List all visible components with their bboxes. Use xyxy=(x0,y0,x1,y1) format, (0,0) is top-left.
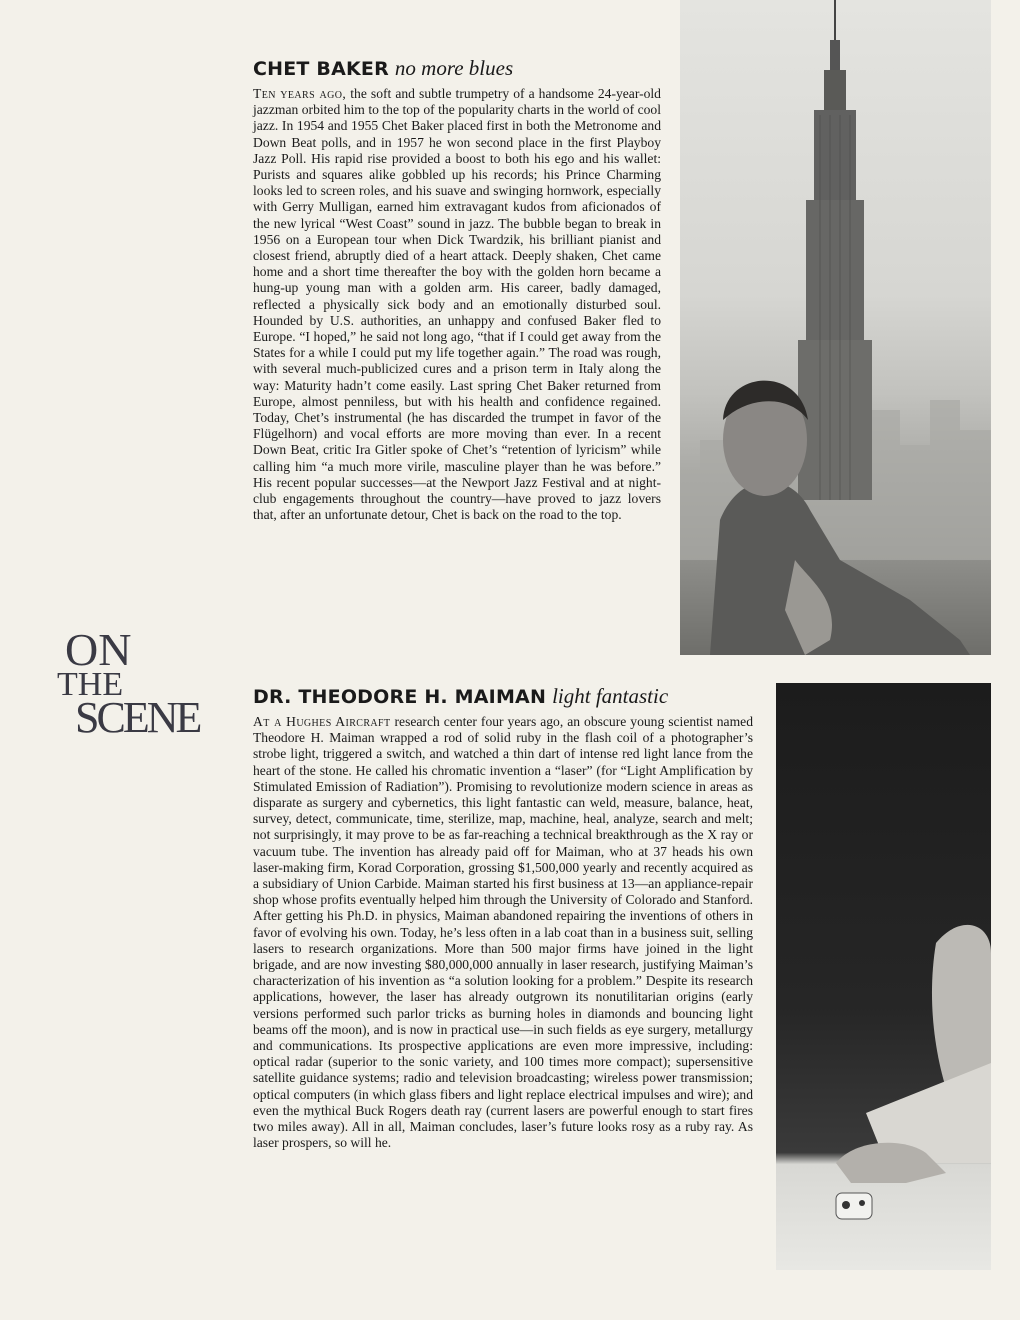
logo-line-on: ON xyxy=(65,624,132,675)
article-body-chet-baker xyxy=(253,86,661,523)
article-text: the soft and subtle trumpetry of a handsome 24-year-old jazzman orbited him to the top of the popularity charts in the world of cool jazz. In 1954 and 1955 Chet Baker placed first in both the Metronome and Down Beat polls, and in 1957 he won second place in the first Playboy Jazz Poll. His rapid rise provided a boost to both his ego and his wallet: Purists and squares alike gobbled up his records; his Prince Charming looks led to screen roles, and his suave and swinging hornwork, especially with Gerry Mulligan, earned him extravagant kudos from aficionados of the new lyrical “West Coast” sound in jazz. The bubble began to break in 1956 on a European tour when Dick Twardzik, his brilliant pianist and closest friend, abruptly died of a heart attack. Deeply shaken, Chet came home and a short time thereafter the boy with the golden horn became a hung-up young man with a golden arm. His career, badly damaged, reflected a physically sick body and an emotionally disturbed soul. Hounded by U.S. authorities, an unhappy and confused Baker fled to Europe. “I hoped,” he said not long ago, “that if I could get away from the States for a while I could put my life together again.” The road was rough, with several much-publicized cures and a prison term in Italy along the way: Maturity hadn’t come easily. Last spring Chet Baker returned from Europe, almost penniless, but with his health and confidence regained. Today, Chet’s instrumental (he has discarded the trumpet in favor of the Flügelhorn) and vocal efforts are more moving than ever. In a recent Down Beat, critic Ira Gitler spoke of Chet’s “retention of lyricism” while calling him “a much more virile, masculine player than he was before.” His recent popular successes—at the Newport Jazz Festival and at night-club engagements throughout the country—have proved to jazz lovers that, after an unfortunate detour, Chet is back on the road to the top. xyxy=(253,86,661,523)
chet-baker-photo xyxy=(680,0,991,655)
article-headline-maiman xyxy=(253,683,668,710)
logo-line-the: THE xyxy=(57,666,124,703)
article-lead-in: Ten years ago, xyxy=(253,86,347,101)
logo-line-scene: SCENE xyxy=(75,693,200,740)
theodore-maiman-photo xyxy=(776,683,991,1270)
article-lead-in: At a Hughes Aircraft xyxy=(253,714,391,729)
chet-baker-photo-illustration xyxy=(680,0,991,655)
theodore-maiman-photo-illustration xyxy=(776,683,991,1270)
article-body-maiman xyxy=(253,714,753,1151)
article-headline-chet-baker xyxy=(253,55,513,82)
article-tagline: light fantastic xyxy=(552,684,669,708)
on-the-scene-logo xyxy=(55,610,240,740)
article-tagline: no more blues xyxy=(394,56,514,80)
article-name: CHET BAKER xyxy=(253,58,389,80)
article-text: research center four years ago, an obscure young scientist named Theodore H. Maiman wrapped a rod of solid ruby in the flash coil of a photographer’s strobe light, triggered a switch, and watched a thin dart of intense red light lance from the heart of the stone. He called his chromatic invention a “laser” (for “Light Amplification by Stimulated Emission of Radiation”). Promising to revolutionize modern science in areas as disparate as surgery and cybernetics, this light fantastic can weld, measure, balance, heat, survey, detect, communicate, time, sterilize, map, machine, heal, analyze, search and melt; not surprisingly, it may prove to be as far-reaching a technical breakthrough as the X ray or vacuum tube. The invention has already paid off for Maiman, who at 37 heads his own laser-making firm, Korad Corporation, grossing $1,500,000 yearly and recently acquired as a subsidiary of Union Carbide. Maiman started his first business at 13—an appliance-repair shop whose profits eventually helped him through the University of Colorado and Stanford. After getting his Ph.D. in physics, Maiman abandoned repairing the inventions of others in favor of evolving his own. Today, he’s less often in a lab coat than in a business suit, selling lasers to research organizations. More than 500 major firms have joined in the light brigade, and are now investing $80,000,000 annually in laser research, justifying Maiman’s characterization of his invention as “a solution looking for a problem.” Despite its research applications, however, the laser has already outgrown its nonutilitarian origins (early versions performed such parlor tricks as burning holes in diamonds and bouncing light beams off the moon), and is now in practical use—in such fields as eye surgery, metallurgy and communications. Its prospective applications are even more impressive, including: optical radar (superior to the sonic variety, and 100 times more compact); supersensitive satellite guidance systems; radio and television broadcasting; wireless power transmission; optical computers (in which glass fibers and light replace electrical impulses and wire); and even the mythical Buck Rogers death ray (current lasers are powerful enough to start fires two miles away). All in all, Maiman concludes, laser’s future looks rosy as a ruby ray. As laser prospers, so will he. xyxy=(253,714,753,1151)
article-name: DR. THEODORE H. MAIMAN xyxy=(253,686,547,708)
